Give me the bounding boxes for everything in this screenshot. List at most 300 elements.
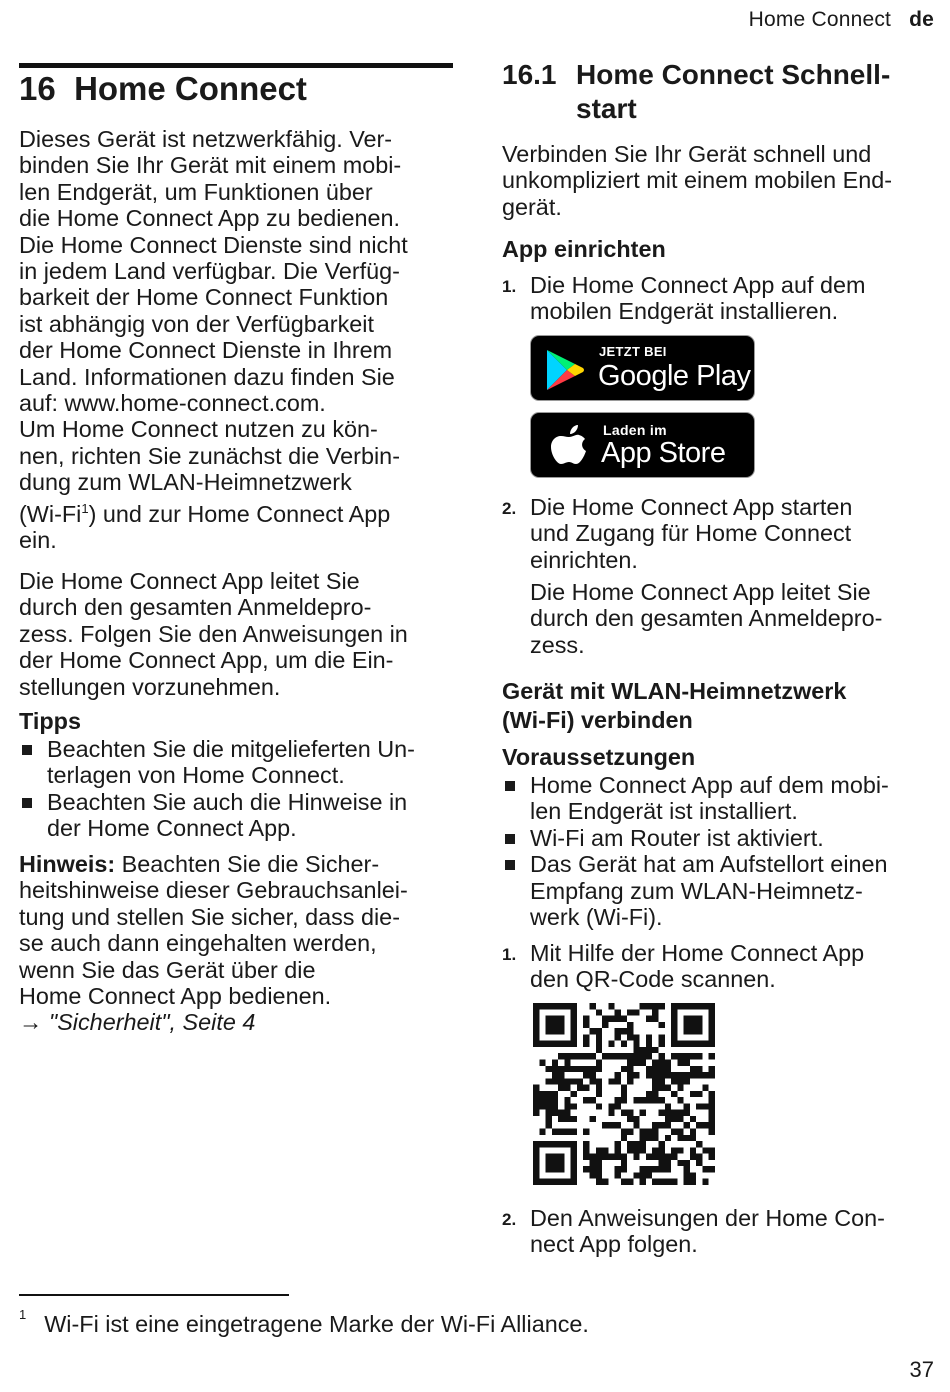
text-line <box>19 496 459 527</box>
qr-module <box>583 1022 589 1028</box>
qr-module <box>615 1141 621 1147</box>
qr-module <box>621 1129 627 1135</box>
qr-module <box>583 1141 589 1147</box>
qr-module <box>558 1141 564 1147</box>
qr-module <box>696 1003 702 1009</box>
qr-module <box>615 1078 621 1084</box>
chapter-number: 16 <box>19 70 56 107</box>
badge-large-text: App Store <box>601 437 726 469</box>
qr-module <box>677 1097 683 1103</box>
text-line: terlagen von Home Connect. <box>47 762 345 789</box>
text-line: Beachten Sie auch die Hinweise in <box>47 788 408 815</box>
qr-module <box>640 1172 646 1178</box>
qr-module <box>571 1103 577 1109</box>
qr-module <box>671 1016 677 1022</box>
qr-module <box>558 1028 564 1034</box>
qr-module <box>633 1172 639 1178</box>
chapter-rule <box>19 63 453 68</box>
qr-module <box>640 1003 646 1009</box>
qr-module <box>671 1028 677 1034</box>
footnote-ref: 1 <box>81 500 89 516</box>
text-line: einrichten. <box>530 546 638 573</box>
qr-module <box>640 1129 646 1135</box>
qr-module <box>615 1122 621 1128</box>
qr-module <box>627 1022 633 1028</box>
qr-module <box>633 1041 639 1047</box>
qr-module <box>684 1059 690 1065</box>
qr-module <box>596 1085 602 1091</box>
text-line: Den Anweisungen der Home Con- <box>530 1205 885 1231</box>
qr-module <box>558 1016 564 1022</box>
qr-module <box>659 1072 665 1078</box>
qr-module <box>633 1047 639 1053</box>
qr-module <box>677 1053 683 1059</box>
qr-module <box>552 1179 558 1185</box>
qr-module <box>558 1053 564 1059</box>
qr-module <box>646 1003 652 1009</box>
qr-module <box>652 1166 658 1172</box>
qr-module <box>583 1034 589 1040</box>
qr-module <box>571 1116 577 1122</box>
badge-large-text: Google Play <box>598 360 751 392</box>
qr-module <box>602 1053 608 1059</box>
chapter-title-text: Home Connect <box>74 70 307 107</box>
qr-module <box>596 1147 602 1153</box>
text-line: heitshinweise dieser Gebrauchsanlei- <box>19 877 408 904</box>
qr-module <box>552 1003 558 1009</box>
prerequisites-section <box>502 743 942 930</box>
qr-module <box>696 1122 702 1128</box>
qr-module <box>608 1016 614 1022</box>
section-title-line: start <box>576 93 637 124</box>
qr-module <box>684 1160 690 1166</box>
qr-module <box>621 1091 627 1097</box>
qr-module <box>571 1009 577 1015</box>
text-line: Die Home Connect App auf dem <box>530 272 866 298</box>
qr-module <box>533 1110 539 1116</box>
qr-module <box>627 1072 633 1078</box>
qr-module <box>621 1041 627 1047</box>
qr-module <box>684 1072 690 1078</box>
qr-module <box>665 1059 671 1065</box>
page-number: 37 <box>909 1357 934 1382</box>
qr-module <box>589 1072 595 1078</box>
google-play-triangle-icon <box>545 348 585 392</box>
qr-module <box>571 1078 577 1084</box>
tips-section <box>19 707 459 842</box>
qr-module <box>533 1041 539 1047</box>
qr-module <box>596 1103 602 1109</box>
qr-module <box>640 1179 646 1185</box>
qr-module <box>665 1085 671 1091</box>
qr-module <box>640 1110 646 1116</box>
qr-module <box>702 1003 708 1009</box>
qr-module <box>546 1154 552 1160</box>
qr-module <box>627 1028 633 1034</box>
qr-module <box>709 1028 715 1034</box>
qr-module <box>552 1028 558 1034</box>
qr-module <box>640 1059 646 1065</box>
qr-module <box>646 1072 652 1078</box>
qr-module <box>659 1059 665 1065</box>
list-item <box>19 736 459 789</box>
qr-module <box>558 1179 564 1185</box>
qr-module <box>596 1078 602 1084</box>
qr-module <box>677 1129 683 1135</box>
qr-module <box>608 1053 614 1059</box>
qr-module <box>546 1003 552 1009</box>
qr-module <box>558 1003 564 1009</box>
qr-module <box>633 1059 639 1065</box>
qr-module <box>571 1016 577 1022</box>
app-store-badge[interactable] <box>530 412 755 478</box>
qr-module <box>633 1053 639 1059</box>
qr-module <box>552 1154 558 1160</box>
qr-module <box>615 1016 621 1022</box>
qr-module <box>546 1103 552 1109</box>
qr-module <box>577 1078 583 1084</box>
qr-module <box>677 1003 683 1009</box>
qr-module <box>709 1091 715 1097</box>
qr-module <box>690 1172 696 1178</box>
text-line: len Endgerät, um Funktionen über <box>19 178 373 205</box>
text-line: nen, richten Sie zunächst die Verbin- <box>19 442 400 469</box>
qr-module <box>633 1122 639 1128</box>
qr-module <box>533 1022 539 1028</box>
qr-code <box>533 1003 715 1185</box>
section-title-line: Home Connect Schnell- <box>576 59 891 90</box>
qr-module <box>533 1034 539 1040</box>
qr-module <box>546 1166 552 1172</box>
wifi-step-2 <box>502 1205 942 1258</box>
qr-module <box>589 1154 595 1160</box>
qr-module <box>615 1154 621 1160</box>
qr-module <box>571 1003 577 1009</box>
qr-module <box>709 1016 715 1022</box>
qr-module <box>671 1110 677 1116</box>
text-line: in jedem Land verfügbar. Die Verfüg- <box>19 258 400 285</box>
cross-reference-link[interactable] <box>19 1009 459 1035</box>
qr-module <box>583 1166 589 1172</box>
qr-module <box>615 1166 621 1172</box>
qr-module <box>659 1034 665 1040</box>
text-line: Home Connect App auf dem mobi- <box>530 772 889 798</box>
header-section: Home Connect <box>748 8 892 31</box>
qr-module <box>596 1034 602 1040</box>
qr-module <box>608 1154 614 1160</box>
qr-module <box>627 1078 633 1084</box>
qr-module <box>558 1166 564 1172</box>
qr-module <box>558 1022 564 1028</box>
qr-module <box>589 1116 595 1122</box>
text-line: Empfang zum WLAN-Heimnetz- <box>530 877 863 904</box>
qr-module <box>696 1022 702 1028</box>
qr-module <box>627 1141 633 1147</box>
qr-module <box>596 1179 602 1185</box>
qr-module <box>702 1103 708 1109</box>
qr-module <box>659 1160 665 1166</box>
qr-module <box>690 1028 696 1034</box>
qr-module <box>671 1041 677 1047</box>
qr-module <box>652 1135 658 1141</box>
qr-module <box>709 1009 715 1015</box>
text-line: Die Home Connect Dienste sind nicht <box>19 231 408 258</box>
qr-module <box>533 1141 539 1147</box>
qr-module <box>558 1129 564 1135</box>
qr-module <box>709 1097 715 1103</box>
qr-module <box>602 1022 608 1028</box>
qr-module <box>652 1003 658 1009</box>
qr-module <box>615 1072 621 1078</box>
qr-module <box>564 1116 570 1122</box>
qr-module <box>571 1053 577 1059</box>
qr-module <box>583 1016 589 1022</box>
qr-module <box>709 1116 715 1122</box>
qr-module <box>684 1078 690 1084</box>
text-line: Beachten Sie die mitgelieferten Un- <box>47 736 415 762</box>
qr-module <box>577 1053 583 1059</box>
qr-module <box>690 1022 696 1028</box>
tips-heading: Tipps <box>19 708 81 734</box>
qr-module <box>709 1066 715 1072</box>
qr-module <box>602 1179 608 1185</box>
qr-module <box>596 1066 602 1072</box>
qr-module <box>627 1116 633 1122</box>
qr-module <box>659 1179 665 1185</box>
qr-module <box>709 1022 715 1028</box>
qr-module <box>552 1097 558 1103</box>
qr-module <box>709 1053 715 1059</box>
wifi-heading <box>502 677 942 735</box>
text-line: barkeit der Home Connect Funktion <box>19 284 389 311</box>
qr-module <box>571 1066 577 1072</box>
text-line: mobilen Endgerät installieren. <box>530 298 839 325</box>
qr-module <box>533 1172 539 1178</box>
qr-module <box>564 1141 570 1147</box>
qr-module <box>684 1122 690 1128</box>
qr-module <box>684 1041 690 1047</box>
qr-module <box>659 1122 665 1128</box>
footnote-rule <box>19 1294 289 1296</box>
qr-module <box>608 1041 614 1047</box>
qr-module <box>558 1072 564 1078</box>
qr-module <box>690 1053 696 1059</box>
qr-module <box>546 1097 552 1103</box>
qr-module <box>571 1129 577 1135</box>
text-line: tung und stellen Sie sicher, dass die- <box>19 903 400 930</box>
text-line: ein. <box>19 526 57 553</box>
qr-module <box>709 1003 715 1009</box>
text-line: werk (Wi-Fi). <box>530 904 663 931</box>
qr-module <box>633 1147 639 1153</box>
text-line: len Endgerät ist installiert. <box>530 798 798 825</box>
qr-module <box>696 1091 702 1097</box>
qr-module <box>546 1028 552 1034</box>
text-line: durch den gesamten Anmeldepro- <box>530 605 883 632</box>
qr-module <box>577 1085 583 1091</box>
text-line: gerät. <box>502 193 562 220</box>
qr-module <box>539 1059 545 1065</box>
qr-module <box>546 1110 552 1116</box>
qr-module <box>709 1041 715 1047</box>
text-line <box>19 851 459 877</box>
qr-module <box>633 1154 639 1160</box>
qr-module <box>533 1147 539 1153</box>
text-line: Land. Informationen dazu finden Sie <box>19 363 395 390</box>
qr-module <box>583 1053 589 1059</box>
qr-module <box>589 1053 595 1059</box>
qr-module <box>696 1066 702 1072</box>
qr-module <box>677 1135 683 1141</box>
text-line: wenn Sie das Gerät über die <box>19 956 316 983</box>
qr-module <box>684 1022 690 1028</box>
text-line: Die Home Connect App leitet Sie <box>530 579 871 605</box>
wifi-step-1 <box>502 940 942 993</box>
qr-module <box>558 1160 564 1166</box>
qr-module <box>533 1179 539 1185</box>
qr-module <box>577 1066 583 1072</box>
qr-module <box>596 1047 602 1053</box>
text-line: die Home Connect App zu bedienen. <box>19 205 401 232</box>
qr-module <box>709 1154 715 1160</box>
qr-module <box>709 1122 715 1128</box>
apple-logo-icon <box>549 423 589 469</box>
qr-module <box>552 1129 558 1135</box>
qr-module <box>546 1041 552 1047</box>
qr-module <box>589 1172 595 1178</box>
qr-module <box>583 1147 589 1153</box>
qr-module <box>665 1135 671 1141</box>
text-line: Um Home Connect nutzen zu kön- <box>19 416 378 443</box>
qr-module <box>659 1022 665 1028</box>
qr-module <box>665 1154 671 1160</box>
qr-module <box>615 1172 621 1178</box>
qr-module <box>539 1141 545 1147</box>
qr-module <box>615 1147 621 1153</box>
qr-module <box>646 1091 652 1097</box>
qr-module <box>665 1122 671 1128</box>
qr-module <box>533 1091 539 1097</box>
qr-module <box>546 1066 552 1072</box>
qr-module <box>702 1166 708 1172</box>
qr-module <box>652 1009 658 1015</box>
qr-module <box>690 1041 696 1047</box>
qr-module <box>659 1166 665 1172</box>
qr-module <box>671 1147 677 1153</box>
text-line: Die Home Connect App leitet Sie <box>19 568 360 594</box>
qr-module <box>627 1034 633 1040</box>
qr-module <box>564 1179 570 1185</box>
qr-module <box>539 1103 545 1109</box>
qr-module <box>615 1009 621 1015</box>
text-line: durch den gesamten Anmeldepro- <box>19 594 372 621</box>
text-line: der Home Connect Dienste in Ihrem <box>19 337 393 364</box>
qr-module <box>608 1103 614 1109</box>
qr-module <box>671 1116 677 1122</box>
tips-list <box>19 736 459 842</box>
note-label: Hinweis: <box>19 851 116 877</box>
text-line: Mit Hilfe der Home Connect App <box>530 940 865 966</box>
qr-module <box>677 1116 683 1122</box>
qr-module <box>564 1129 570 1135</box>
qr-module <box>589 1097 595 1103</box>
qr-module <box>533 1016 539 1022</box>
qr-module <box>677 1147 683 1153</box>
qr-module <box>640 1147 646 1153</box>
qr-module <box>690 1003 696 1009</box>
qr-module <box>539 1129 545 1135</box>
qr-module <box>546 1016 552 1022</box>
qr-module <box>583 1129 589 1135</box>
qr-module <box>652 1072 658 1078</box>
qr-module <box>589 1066 595 1072</box>
qr-module <box>533 1166 539 1172</box>
footnote <box>19 1307 589 1338</box>
qr-module <box>633 1097 639 1103</box>
text-line: Das Gerät hat am Aufstellort einen <box>530 851 888 878</box>
qr-module <box>596 1166 602 1172</box>
qr-module <box>583 1066 589 1072</box>
qr-module <box>615 1053 621 1059</box>
badge-small-text: Laden im <box>603 422 667 438</box>
qr-module <box>709 1072 715 1078</box>
qr-module <box>583 1041 589 1047</box>
qr-module <box>665 1179 671 1185</box>
qr-module <box>690 1066 696 1072</box>
qr-module <box>615 1034 621 1040</box>
qr-module <box>596 1154 602 1160</box>
qr-module <box>709 1166 715 1172</box>
qr-module <box>546 1160 552 1166</box>
qr-module <box>571 1041 577 1047</box>
qr-module <box>709 1129 715 1135</box>
step-item <box>502 940 942 993</box>
qr-module <box>652 1179 658 1185</box>
qr-module <box>564 1066 570 1072</box>
qr-module <box>564 1041 570 1047</box>
google-play-badge[interactable] <box>530 335 755 401</box>
qr-module <box>546 1022 552 1028</box>
qr-module <box>589 1003 595 1009</box>
qr-module <box>684 1053 690 1059</box>
qr-module <box>621 1028 627 1034</box>
qr-module <box>546 1179 552 1185</box>
qr-module <box>552 1016 558 1022</box>
qr-module <box>702 1147 708 1153</box>
qr-module <box>690 1179 696 1185</box>
qr-module <box>677 1085 683 1091</box>
step-item <box>502 272 942 325</box>
text-line: zess. Folgen Sie den Anweisungen in <box>19 620 408 647</box>
qr-module <box>646 1097 652 1103</box>
qr-module <box>677 1078 683 1084</box>
qr-module <box>571 1179 577 1185</box>
qr-module <box>564 1078 570 1084</box>
qr-module <box>640 1097 646 1103</box>
qr-module <box>702 1085 708 1091</box>
qr-module <box>552 1059 558 1065</box>
qr-module <box>615 1103 621 1109</box>
qr-module <box>627 1053 633 1059</box>
qr-module <box>640 1135 646 1141</box>
qr-module <box>558 1110 564 1116</box>
qr-module <box>552 1103 558 1109</box>
qr-module <box>671 1009 677 1015</box>
qr-module <box>640 1141 646 1147</box>
qr-module <box>552 1041 558 1047</box>
qr-module <box>696 1041 702 1047</box>
qr-module <box>552 1066 558 1072</box>
